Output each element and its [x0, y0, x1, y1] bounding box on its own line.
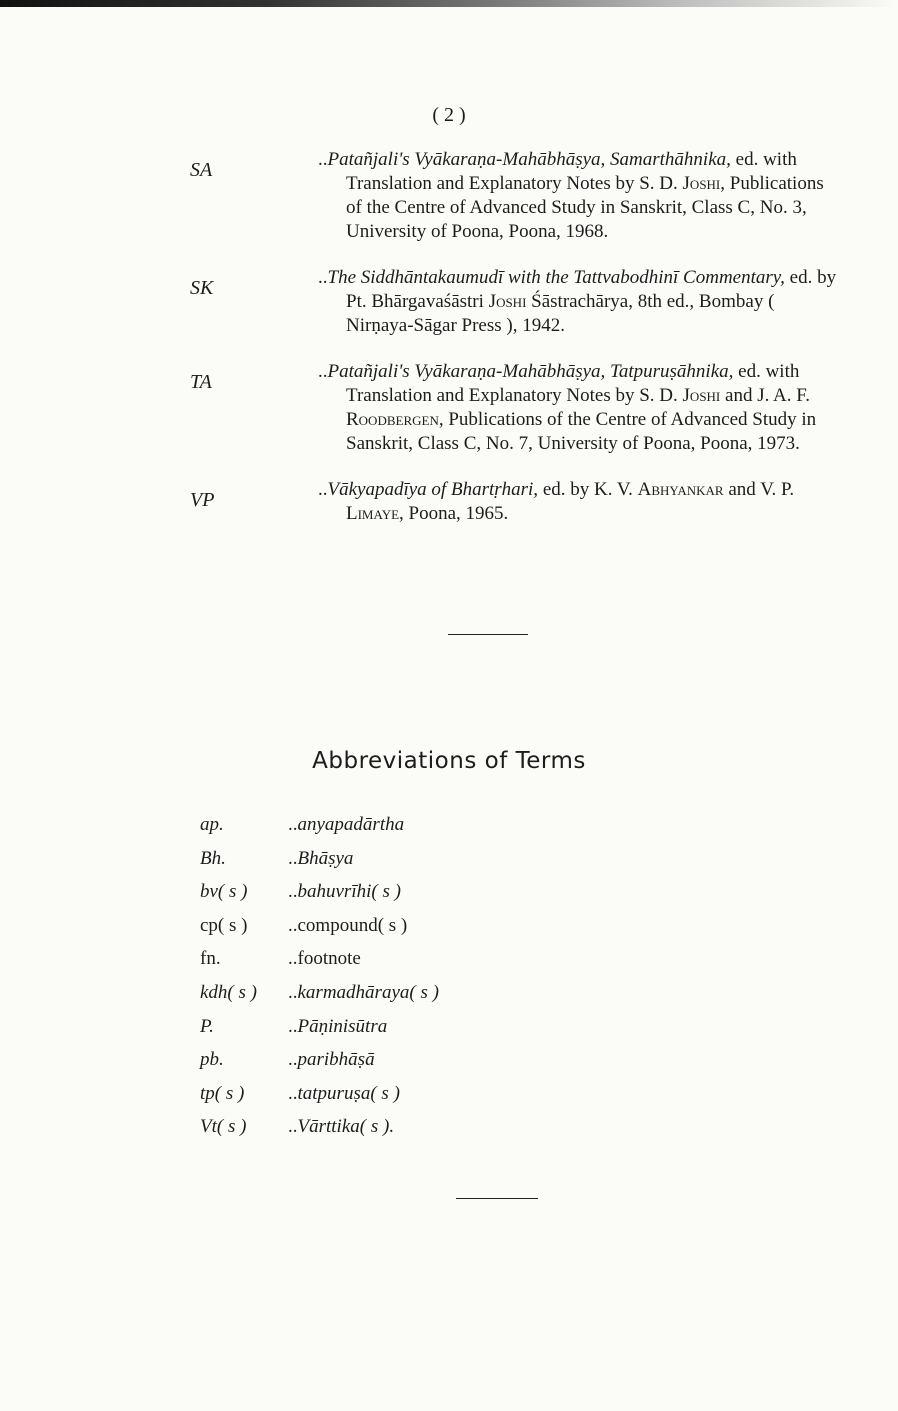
term-full: tatpuruṣa( s ): [297, 1082, 400, 1104]
term-abbr: cp( s ): [200, 914, 248, 936]
term-full: footnote: [297, 948, 361, 970]
bib-detail: ed. with Translation and Explanatory Notes by S. D.: [346, 361, 800, 406]
bib-text: [318, 360, 840, 456]
bib-detail: , Poona, 1965.: [399, 503, 509, 524]
bib-text: [318, 478, 840, 526]
leader: ..: [288, 1049, 298, 1071]
leader: ..: [318, 149, 328, 170]
bib-entry-vp: [190, 478, 840, 526]
bib-detail: and J. A. F.: [725, 385, 811, 406]
term-row: [200, 808, 439, 842]
bib-detail: and V. P.: [728, 479, 795, 500]
bib-title: Patañjali's Vyākaraṇa-Mahābhāṣya, Tatpuruṣāhnika,: [327, 361, 734, 382]
leader: ..: [288, 981, 298, 1003]
scan-top-edge: [0, 0, 898, 7]
bib-entry-sa: [190, 148, 840, 244]
page-number: ( 2 ): [432, 104, 466, 126]
section-divider: [448, 634, 528, 635]
leader: ..: [288, 1015, 298, 1037]
term-row: [200, 909, 439, 943]
bib-title: The Siddhāntakaumudī with the Tattvabodhinī Commentary,: [327, 267, 785, 288]
term-full: karmadhāraya( s ): [297, 981, 439, 1003]
term-abbr: tp( s ): [200, 1082, 245, 1104]
bib-editor: Joshi: [682, 173, 721, 194]
term-row: [200, 1043, 439, 1077]
bib-key: TA: [190, 371, 212, 393]
term-row: [200, 1010, 439, 1044]
bib-detail: ed. with Translation and Explanatory Notes by S. D.: [346, 149, 797, 194]
term-abbr: P.: [200, 1015, 214, 1037]
leader: ..: [288, 1116, 298, 1138]
bib-editor: Joshi: [488, 291, 527, 312]
leader: ..: [318, 361, 328, 382]
leader: ..: [288, 814, 298, 835]
term-abbr: kdh( s ): [200, 981, 257, 1003]
leader: ..: [288, 1082, 298, 1104]
bib-detail: , Publications of the Centre of Advanced Study in Sanskrit, Class C, No. 3, University of Poona, Poona, 1968.: [346, 173, 824, 242]
term-abbr: Bh.: [200, 847, 226, 869]
bib-detail: ed. by Pt. Bhārgavaśāstri: [346, 267, 837, 312]
bib-text: [318, 266, 840, 338]
terms-list: [200, 808, 439, 1144]
term-abbr: ap.: [200, 814, 224, 835]
term-full: anyapadārtha: [297, 814, 405, 835]
leader: ..: [318, 267, 328, 288]
term-abbr: fn.: [200, 948, 221, 970]
bib-entry-sk: [190, 266, 840, 338]
bib-title: Vākyapadīya of Bhartṛhari,: [327, 479, 539, 500]
bib-key: SA: [190, 159, 213, 181]
bib-editor: Joshi: [682, 385, 721, 406]
bib-key: VP: [190, 489, 215, 511]
term-abbr: pb.: [200, 1049, 224, 1071]
leader: ..: [288, 914, 298, 936]
term-row: [200, 875, 439, 909]
end-divider: [456, 1198, 538, 1199]
leader: ..: [288, 948, 298, 970]
term-abbr: Vt( s ): [200, 1116, 247, 1138]
term-row: [200, 942, 439, 976]
bib-detail: Śāstrachārya, 8th ed., Bombay ( Nirṇaya-Sāgar Press ), 1942.: [346, 291, 775, 336]
bib-detail: , Publications of the Centre of Advanced Study in Sanskrit, Class C, No. 7, University of Poona, Poona, 1973.: [346, 409, 817, 454]
bib-editor: Roodbergen: [346, 409, 439, 430]
term-full: Vārttika( s ).: [297, 1116, 395, 1138]
bib-text: [318, 148, 840, 244]
term-full: compound( s ): [297, 914, 408, 936]
bib-key: SK: [190, 277, 214, 299]
term-full: bahuvrīhi( s ): [297, 881, 401, 903]
bib-editor: Limaye: [346, 503, 400, 524]
section-title: Abbreviations of Terms: [312, 748, 586, 774]
leader: ..: [318, 479, 328, 500]
term-abbr: bv( s ): [200, 881, 248, 903]
bibliography-list: [190, 148, 840, 548]
bib-editor: Abhyankar: [637, 479, 724, 500]
term-full: Pāṇinisūtra: [297, 1015, 388, 1037]
term-full: Bhāṣya: [297, 847, 354, 869]
term-full: paribhāṣā: [297, 1049, 375, 1071]
term-row: [200, 842, 439, 876]
bib-detail: ed. by K. V.: [542, 479, 633, 500]
bib-title: Patañjali's Vyākaraṇa-Mahābhāṣya, Samarthāhnika,: [327, 149, 731, 170]
term-row: [200, 976, 439, 1010]
term-row: [200, 1077, 439, 1111]
leader: ..: [288, 847, 298, 869]
term-row: [200, 1110, 439, 1144]
leader: ..: [288, 881, 298, 903]
bib-entry-ta: [190, 360, 840, 456]
